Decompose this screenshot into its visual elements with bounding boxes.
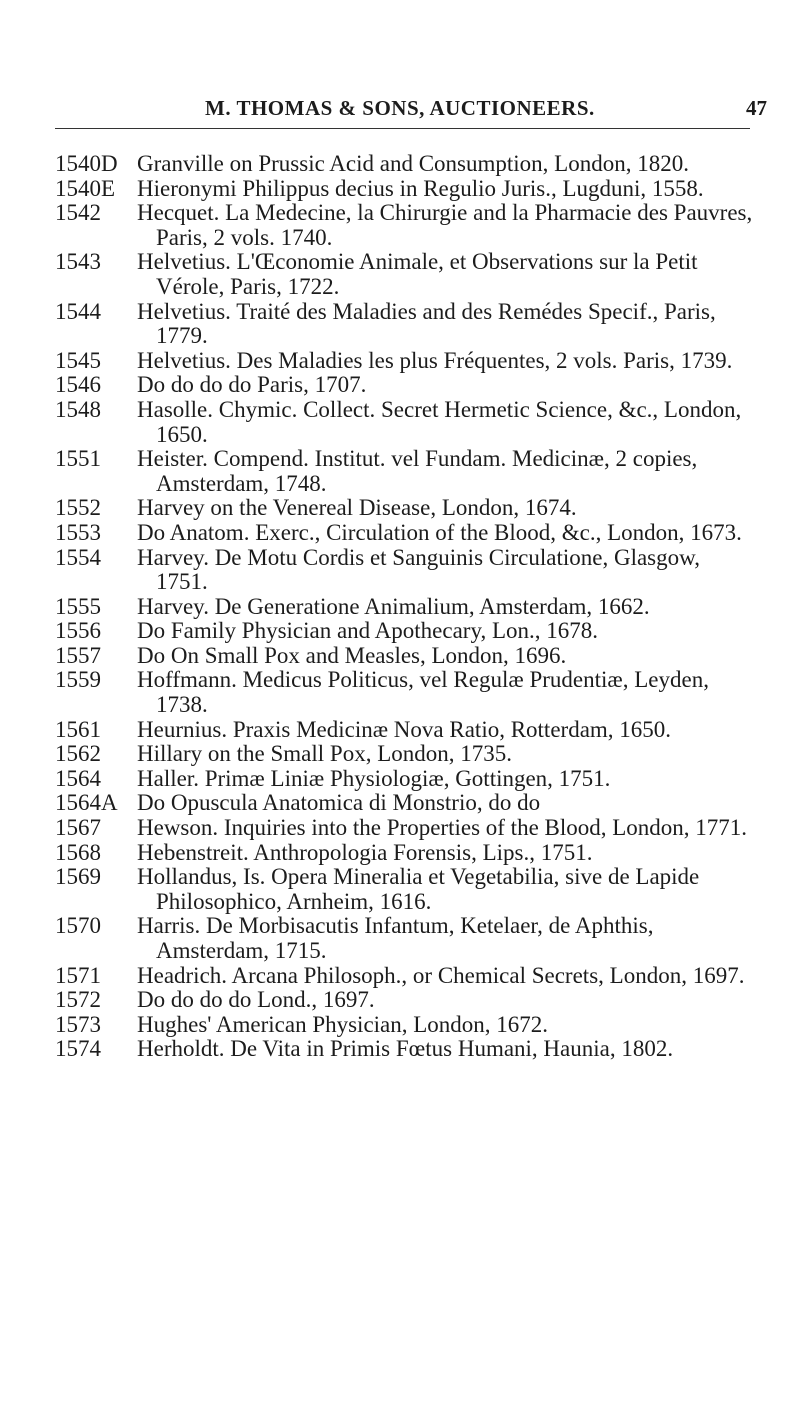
catalogue-entry xyxy=(0,816,800,841)
entry-description: Hollandus, Is. Opera Mineralia et Vegetabilia, sive de Lapide Philosophico, Arnheim, 1616. xyxy=(137,864,700,914)
catalogue-entry xyxy=(0,619,800,644)
lot-number: 1561 xyxy=(55,716,101,742)
catalogue-entry xyxy=(0,668,800,717)
lot-number: 1545 xyxy=(55,347,101,373)
lot-number: 1567 xyxy=(55,815,101,841)
entry-description: Harvey. De Motu Cordis et Sanguinis Circulatione, Glasgow, 1751. xyxy=(137,544,700,595)
entry-description: Helvetius. Des Maladies les plus Fréquentes, 2 vols. Paris, 1739. xyxy=(137,347,733,373)
lot-number: 1548 xyxy=(55,396,101,422)
lot-number: 1553 xyxy=(55,519,101,545)
entry-description: Harvey. De Generatione Animalium, Amsterdam, 1662. xyxy=(137,593,650,619)
lot-number: 1564A xyxy=(55,790,118,816)
lot-number: 1571 xyxy=(55,962,101,988)
entry-description: Do do do do Paris, 1707. xyxy=(137,372,367,398)
catalogue-entry xyxy=(0,349,800,374)
entry-description: Herholdt. De Vita in Primis Fœtus Humani, Haunia, 1802. xyxy=(137,1036,674,1062)
lot-number: 1542 xyxy=(55,200,101,226)
lot-number: 1572 xyxy=(55,987,101,1013)
lot-number: 1551 xyxy=(55,446,101,472)
entry-description: Hecquet. La Medecine, la Chirurgie and la Pharmacie des Pauvres, Paris, 2 vols. 1740. xyxy=(137,200,753,250)
lot-number: 1564 xyxy=(55,765,101,791)
header-rule xyxy=(55,128,750,129)
catalogue-entry xyxy=(0,964,800,989)
lot-number: 1574 xyxy=(55,1036,101,1062)
lot-number: 1543 xyxy=(55,249,101,275)
catalogue-entry xyxy=(0,373,800,398)
entry-description: Helvetius. L'Œconomie Animale, et Observations sur la Petit Vérole, Paris, 1722. xyxy=(137,249,698,299)
catalogue-entry xyxy=(0,595,800,620)
running-title: M. THOMAS & SONS, AUCTIONEERS. xyxy=(205,96,595,120)
catalogue-entry xyxy=(0,742,800,767)
lot-number: 1546 xyxy=(55,372,101,398)
entry-description: Do Anatom. Exerc., Circulation of the Blood, &c., London, 1673. xyxy=(137,519,742,545)
entry-description: Helvetius. Traité des Maladies and des Remédes Specif., Paris, 1779. xyxy=(137,298,716,349)
catalogue-entry xyxy=(0,521,800,546)
entry-description: Do do do do Lond., 1697. xyxy=(137,987,375,1013)
catalogue-entry xyxy=(0,988,800,1013)
catalogue-entry xyxy=(0,791,800,816)
catalogue-entry xyxy=(0,1037,800,1062)
entry-description: Heister. Compend. Institut. vel Fundam. Medicinæ, 2 copies, Amsterdam, 1748. xyxy=(137,446,698,496)
lot-number: 1568 xyxy=(55,839,101,865)
entry-description: Headrich. Arcana Philosoph., or Chemical Secrets, London, 1697. xyxy=(137,962,745,988)
lot-number: 1555 xyxy=(55,593,101,619)
entry-description: Do On Small Pox and Measles, London, 1696. xyxy=(137,642,567,668)
catalogue-entries xyxy=(0,152,800,1062)
catalogue-entry xyxy=(0,496,800,521)
entry-description: Hasolle. Chymic. Collect. Secret Hermetic Science, &c., London, 1650. xyxy=(137,396,742,447)
catalogue-entry xyxy=(0,841,800,866)
entry-description: Hughes' American Physician, London, 1672. xyxy=(137,1011,549,1037)
catalogue-entry xyxy=(0,914,800,963)
catalogue-entry xyxy=(0,546,800,595)
catalogue-entry xyxy=(0,1013,800,1038)
lot-number: 1562 xyxy=(55,741,101,767)
lot-number: 1552 xyxy=(55,495,101,521)
entry-description: Hebenstreit. Anthropologia Forensis, Lips., 1751. xyxy=(137,839,593,865)
catalogue-entry xyxy=(0,398,800,447)
lot-number: 1540D xyxy=(55,151,118,176)
lot-number: 1556 xyxy=(55,618,101,644)
lot-number: 1540E xyxy=(55,175,116,201)
catalogue-entry xyxy=(0,447,800,496)
entry-description: Hillary on the Small Pox, London, 1735. xyxy=(137,741,513,767)
lot-number: 1544 xyxy=(55,298,101,324)
catalogue-entry xyxy=(0,152,800,177)
lot-number: 1573 xyxy=(55,1011,101,1037)
page-number: 47 xyxy=(746,96,767,120)
entry-description: Harris. De Morbisacutis Infantum, Ketelaer, de Aphthis, Amsterdam, 1715. xyxy=(137,913,654,963)
entry-description: Hewson. Inquiries into the Properties of the Blood, London, 1771. xyxy=(137,815,748,841)
page-header xyxy=(0,96,800,126)
entry-description: Granville on Prussic Acid and Consumption, London, 1820. xyxy=(137,151,689,176)
catalogue-entry xyxy=(0,300,800,349)
catalogue-entry xyxy=(0,250,800,299)
lot-number: 1557 xyxy=(55,642,101,668)
lot-number: 1559 xyxy=(55,667,101,693)
lot-number: 1570 xyxy=(55,913,101,939)
catalogue-entry xyxy=(0,718,800,743)
lot-number: 1569 xyxy=(55,864,101,890)
entry-description: Haller. Primæ Liniæ Physiologiæ, Gottingen, 1751. xyxy=(137,765,611,791)
entry-description: Hoffmann. Medicus Politicus, vel Regulæ Prudentiæ, Leyden, 1738. xyxy=(137,667,709,718)
entry-description: Heurnius. Praxis Medicinæ Nova Ratio, Rotterdam, 1650. xyxy=(137,716,672,742)
catalogue-entry xyxy=(0,644,800,669)
entry-description: Do Opuscula Anatomica di Monstrio, do do xyxy=(137,790,541,816)
entry-description: Hieronymi Philippus decius in Regulio Juris., Lugduni, 1558. xyxy=(137,175,704,201)
catalogue-entry xyxy=(0,201,800,250)
entry-description: Harvey on the Venereal Disease, London, 1674. xyxy=(137,495,577,521)
catalogue-entry xyxy=(0,865,800,914)
catalogue-entry xyxy=(0,177,800,202)
entry-description: Do Family Physician and Apothecary, Lon., 1678. xyxy=(137,618,598,644)
catalogue-entry xyxy=(0,767,800,792)
lot-number: 1554 xyxy=(55,544,101,570)
